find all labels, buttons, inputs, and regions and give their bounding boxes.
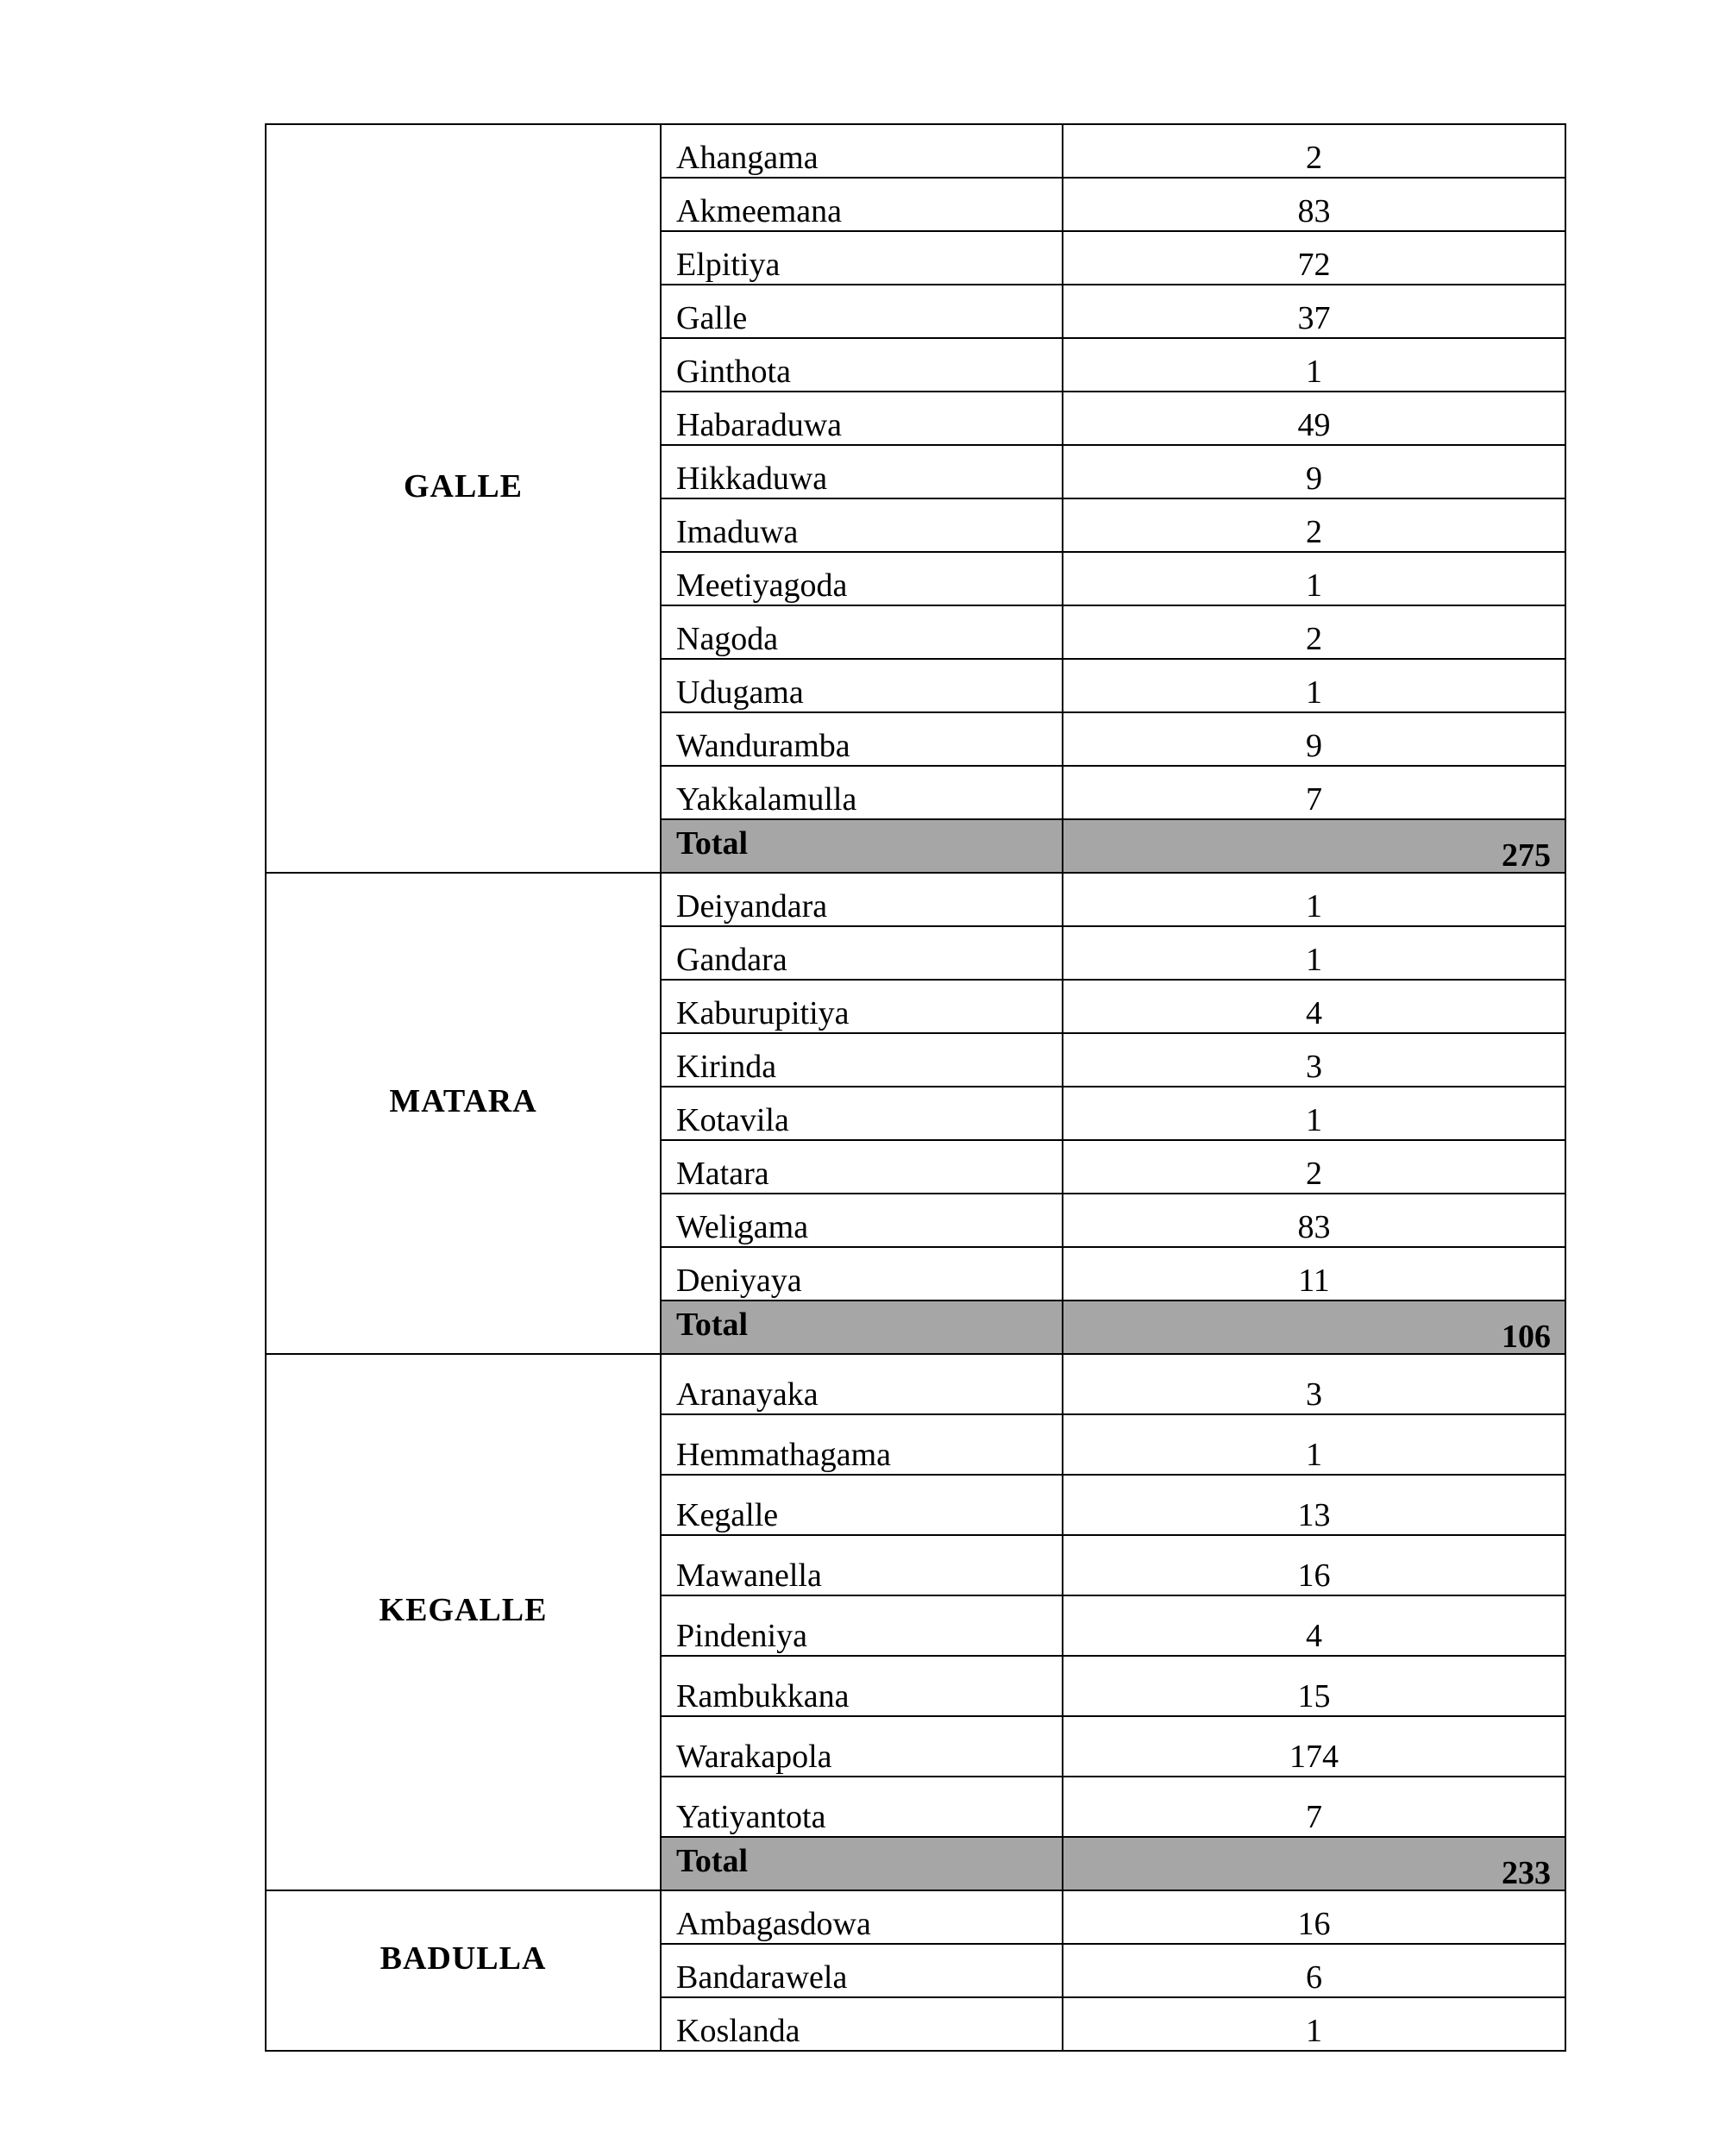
district-table <box>265 123 1566 2052</box>
total-label: Total <box>661 1837 1063 1890</box>
location-count: 1 <box>1063 926 1565 980</box>
location-name: Kotavila <box>661 1087 1063 1140</box>
district-name: KEGALLE <box>379 1592 548 1628</box>
district-cell <box>266 1890 661 2051</box>
location-count: 7 <box>1063 1777 1565 1837</box>
location-name: Mawanella <box>661 1535 1063 1595</box>
location-count: 1 <box>1063 338 1565 392</box>
location-name: Pindeniya <box>661 1595 1063 1656</box>
district-name: MATARA <box>389 1083 537 1119</box>
location-count: 16 <box>1063 1890 1565 1944</box>
total-value: 233 <box>1063 1837 1565 1890</box>
location-count: 1 <box>1063 1414 1565 1475</box>
table-row <box>266 124 1565 178</box>
location-count: 174 <box>1063 1716 1565 1777</box>
location-count: 83 <box>1063 1194 1565 1247</box>
table-row <box>266 873 1565 926</box>
location-count: 11 <box>1063 1247 1565 1300</box>
location-count: 2 <box>1063 498 1565 552</box>
location-count: 1 <box>1063 1997 1565 2051</box>
location-name: Udugama <box>661 659 1063 712</box>
total-value: 106 <box>1063 1300 1565 1354</box>
location-count: 3 <box>1063 1033 1565 1087</box>
location-count: 2 <box>1063 1140 1565 1194</box>
location-name: Deiyandara <box>661 873 1063 926</box>
location-name: Elpitiya <box>661 231 1063 285</box>
location-name: Ahangama <box>661 124 1063 178</box>
location-count: 4 <box>1063 1595 1565 1656</box>
location-count: 3 <box>1063 1354 1565 1414</box>
location-name: Wanduramba <box>661 712 1063 766</box>
location-name: Yatiyantota <box>661 1777 1063 1837</box>
location-count: 1 <box>1063 552 1565 605</box>
location-name: Warakapola <box>661 1716 1063 1777</box>
location-count: 49 <box>1063 392 1565 445</box>
location-count: 4 <box>1063 980 1565 1033</box>
location-count: 13 <box>1063 1475 1565 1535</box>
location-name: Koslanda <box>661 1997 1063 2051</box>
location-count: 72 <box>1063 231 1565 285</box>
location-count: 83 <box>1063 178 1565 231</box>
location-name: Imaduwa <box>661 498 1063 552</box>
total-label: Total <box>661 819 1063 873</box>
location-name: Hikkaduwa <box>661 445 1063 498</box>
location-name: Yakkalamulla <box>661 766 1063 819</box>
location-name: Weligama <box>661 1194 1063 1247</box>
location-count: 2 <box>1063 124 1565 178</box>
location-count: 9 <box>1063 712 1565 766</box>
district-name: BADULLA <box>380 1940 547 1977</box>
location-name: Kaburupitiya <box>661 980 1063 1033</box>
location-name: Ginthota <box>661 338 1063 392</box>
table-row <box>266 1354 1565 1414</box>
location-count: 1 <box>1063 1087 1565 1140</box>
location-name: Gandara <box>661 926 1063 980</box>
table-row <box>266 1890 1565 1944</box>
location-name: Galle <box>661 285 1063 338</box>
location-name: Deniyaya <box>661 1247 1063 1300</box>
location-name: Hemmathagama <box>661 1414 1063 1475</box>
location-count: 1 <box>1063 873 1565 926</box>
total-label: Total <box>661 1300 1063 1354</box>
district-cell <box>266 873 661 1354</box>
table-body <box>266 124 1565 2051</box>
location-name: Matara <box>661 1140 1063 1194</box>
location-count: 37 <box>1063 285 1565 338</box>
location-name: Bandarawela <box>661 1944 1063 1997</box>
location-name: Rambukkana <box>661 1656 1063 1716</box>
location-count: 16 <box>1063 1535 1565 1595</box>
location-name: Nagoda <box>661 605 1063 659</box>
location-name: Meetiyagoda <box>661 552 1063 605</box>
location-name: Akmeemana <box>661 178 1063 231</box>
district-cell <box>266 124 661 873</box>
location-count: 6 <box>1063 1944 1565 1997</box>
location-count: 1 <box>1063 659 1565 712</box>
district-cell <box>266 1354 661 1890</box>
location-name: Habaraduwa <box>661 392 1063 445</box>
location-name: Kirinda <box>661 1033 1063 1087</box>
district-name: GALLE <box>403 468 524 505</box>
location-count: 15 <box>1063 1656 1565 1716</box>
location-name: Ambagasdowa <box>661 1890 1063 1944</box>
location-name: Aranayaka <box>661 1354 1063 1414</box>
location-count: 7 <box>1063 766 1565 819</box>
location-name: Kegalle <box>661 1475 1063 1535</box>
location-count: 2 <box>1063 605 1565 659</box>
location-count: 9 <box>1063 445 1565 498</box>
total-value: 275 <box>1063 819 1565 873</box>
